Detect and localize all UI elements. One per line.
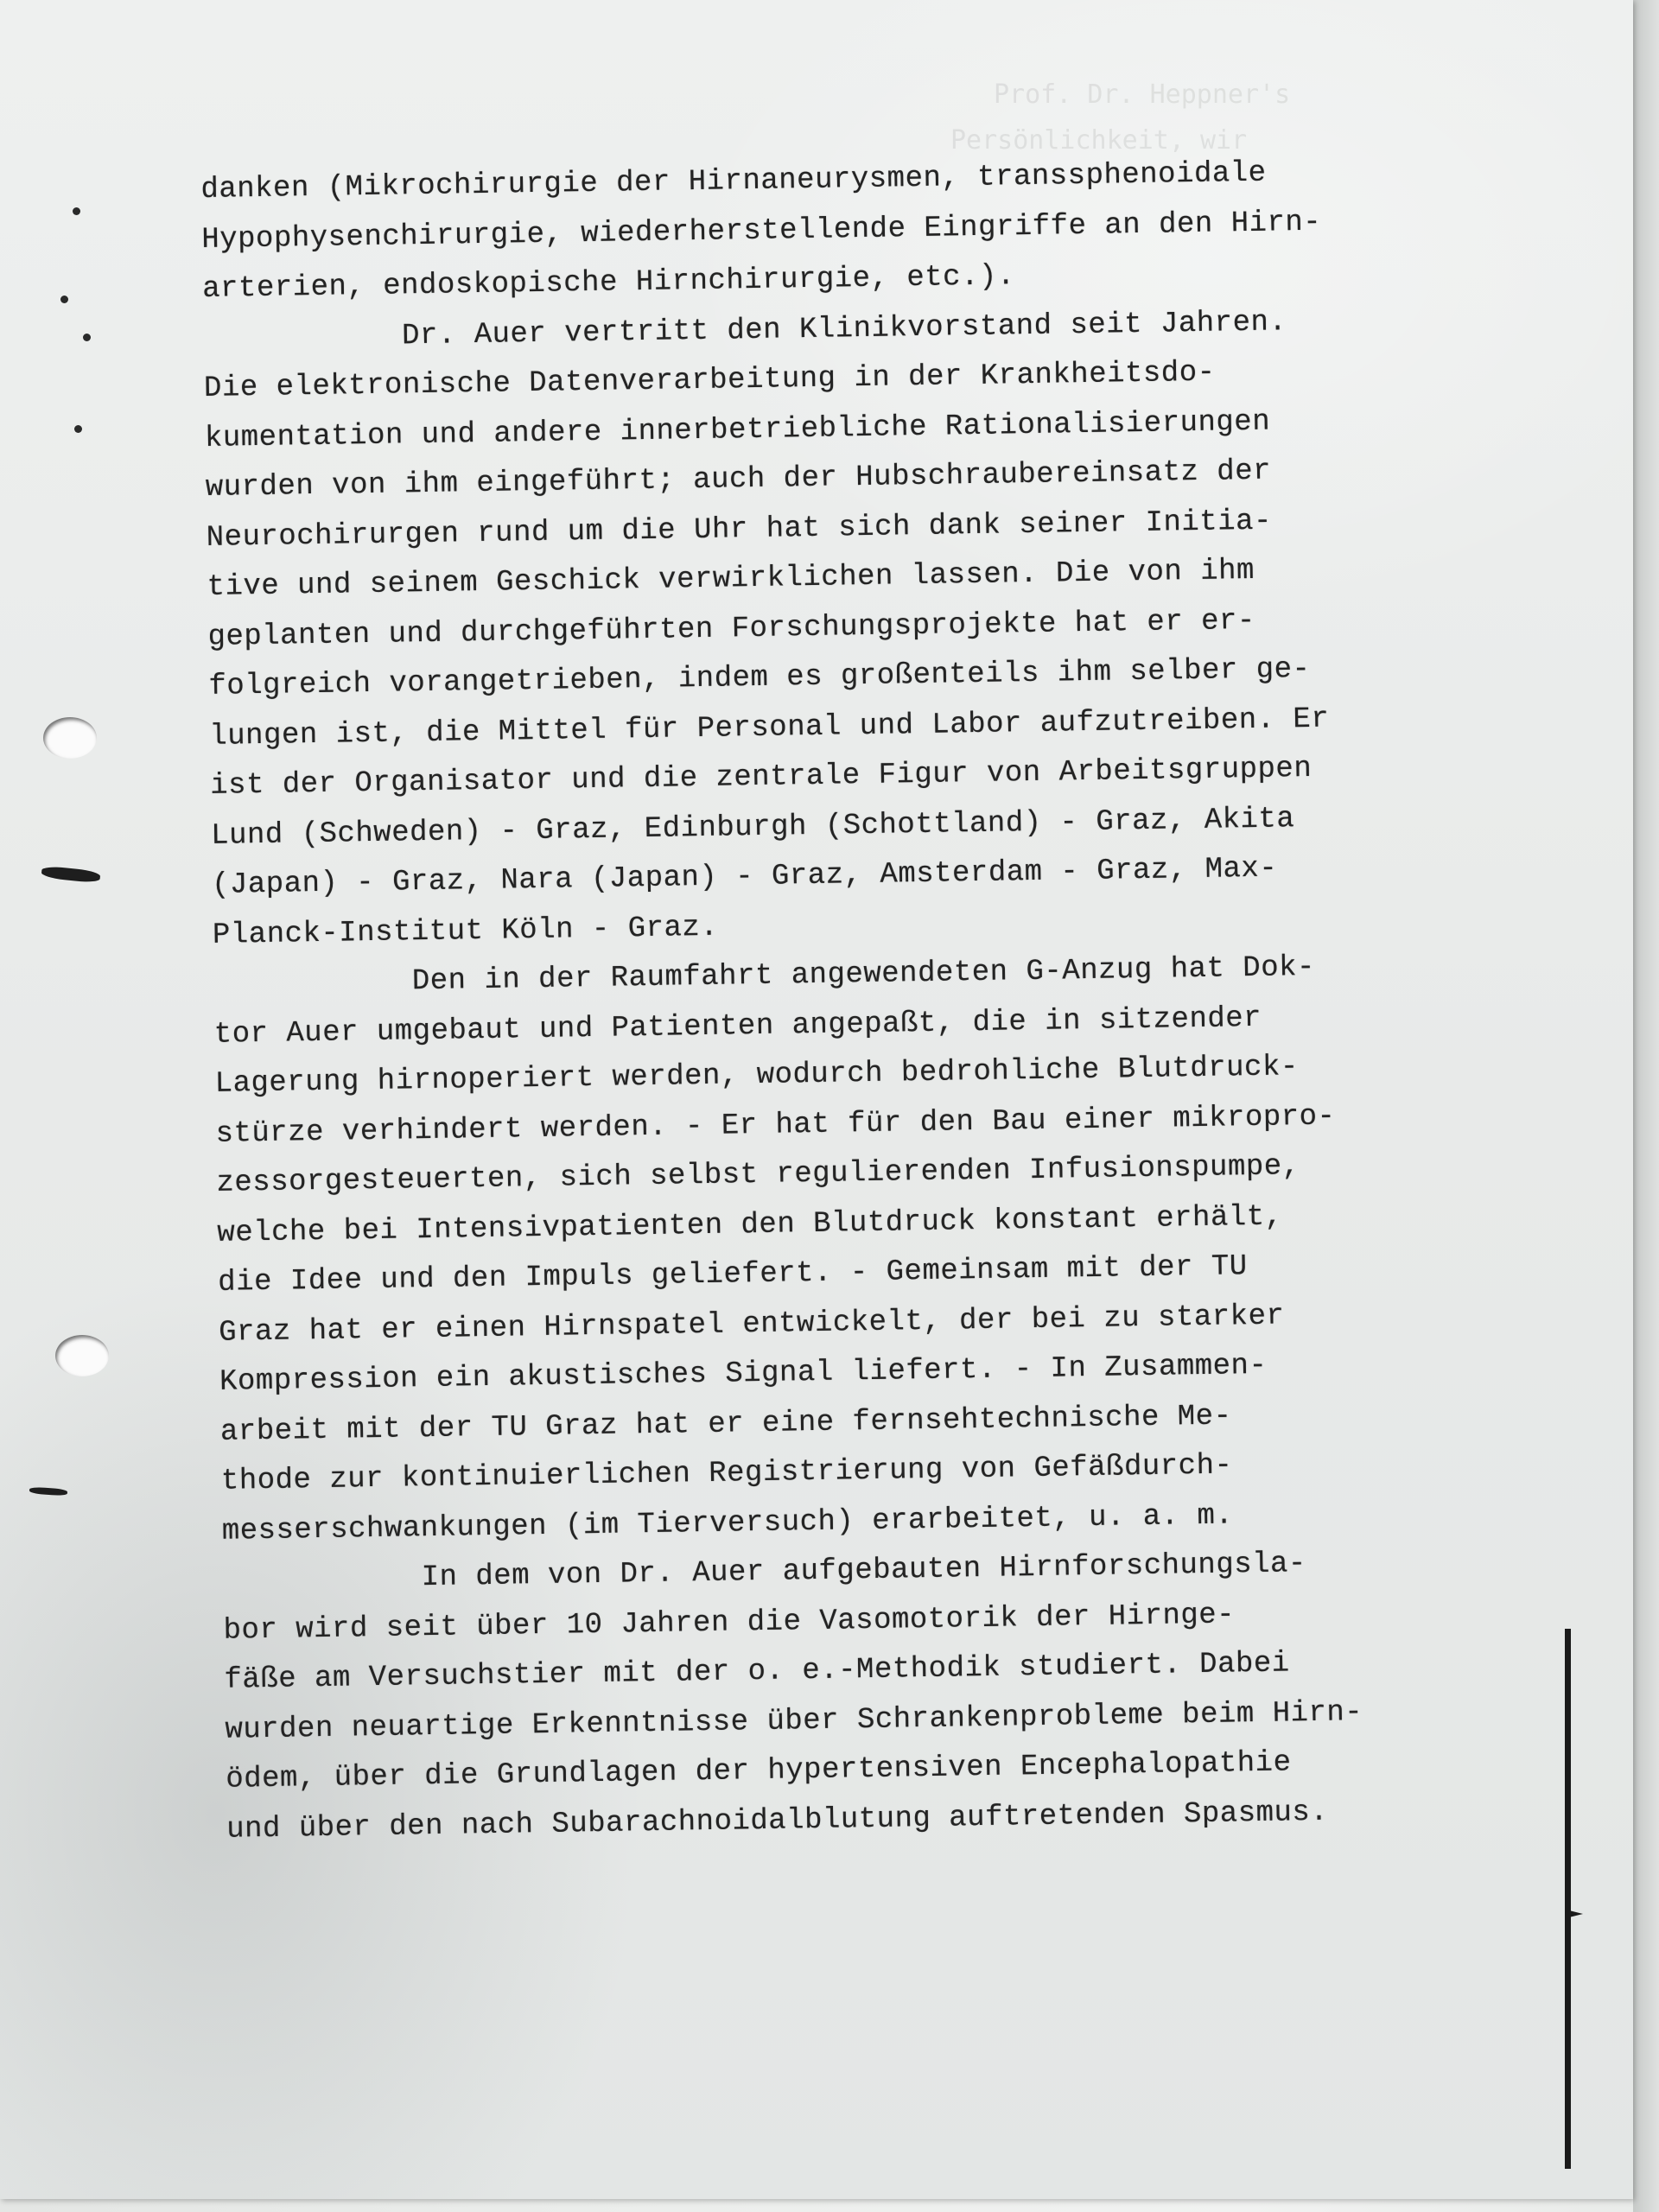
text-line: wurden neuartige Erkenntnisse über Schrankenprobleme beim Hirn- [225, 1695, 1363, 1747]
text-line: Planck-Institut Köln - Graz. [212, 911, 719, 952]
text-line: Hypophysenchirurgie, wiederherstellende Eingriffe an den Hirn- [201, 206, 1322, 257]
text-line: messerschwankungen (im Tierversuch) erarbeitet, u. a. m. [221, 1498, 1234, 1548]
bleed-through-text: Persönlichkeit, wir [950, 125, 1248, 156]
text-line: ist der Organisator und die zentrale Figur von Arbeitsgruppen [209, 752, 1313, 803]
ink-smudge [41, 865, 100, 883]
punch-hole [43, 717, 97, 759]
text-line: danken (Mikrochirurgie der Hirnaneurysmen, transsphenoidale [200, 156, 1267, 207]
punch-hole [55, 1335, 109, 1376]
text-line: tor Auer umgebaut und Patienten angepaßt, die in sitzender [213, 1001, 1262, 1052]
text-line: Lund (Schweden) - Graz, Edinburgh (Schottland) - Graz, Akita [210, 802, 1295, 853]
text-line: Die elektronische Datenverarbeitung in der Krankheitsdo- [203, 356, 1216, 405]
text-line: (Japan) - Graz, Nara (Japan) - Graz, Amsterdam - Graz, Max- [211, 852, 1278, 902]
paragraph-start-line: Dr. Auer vertritt den Klinikvorstand seit Jahren. [401, 305, 1287, 353]
margin-mark [74, 425, 82, 433]
text-line: arbeit mit der TU Graz hat er eine fernsehtechnische Me- [219, 1399, 1232, 1449]
text-line: geplanten und durchgeführten Forschungsprojekte hat er er- [207, 604, 1256, 654]
text-line: Neurochirurgen rund um die Uhr hat sich dank seiner Initia- [206, 505, 1273, 555]
margin-line-tick [1566, 1910, 1583, 1918]
ink-smudge [29, 1486, 67, 1496]
paragraph-start-line: In dem von Dr. Auer aufgebauten Hirnforschungsla- [421, 1548, 1307, 1595]
text-line: thode zur kontinuierlichen Registrierung von Gefäßdurch- [220, 1449, 1233, 1498]
text-line: arterien, endoskopische Hirnchirurgie, etc.). [201, 260, 1016, 306]
margin-mark [83, 334, 91, 341]
text-line: tive und seinem Geschick verwirklichen lassen. Die von ihm [207, 554, 1255, 604]
background-edge [1633, 0, 1659, 2212]
text-line: folgreich vorangetrieben, indem es großenteils ihm selber ge- [208, 652, 1311, 703]
text-line: kumentation und andere innerbetriebliche Rationalisierungen [204, 405, 1271, 455]
paragraph-start-line: Den in der Raumfahrt angewendeten G-Anzug hat Dok- [411, 950, 1316, 999]
text-line: lungen ist, die Mittel für Personal und Labor aufzutreiben. Er [209, 702, 1330, 753]
text-line: und über den nach Subarachnoidalblutung auftretenden Spasmus. [226, 1796, 1329, 1847]
text-line: Graz hat er einen Hirnspatel entwickelt, der bei zu starker [218, 1299, 1285, 1350]
text-line: welche bei Intensivpatienten den Blutdruck konstant erhält, [217, 1199, 1283, 1250]
margin-mark [60, 296, 68, 303]
text-line: stürze verhindert werden. - Er hat für den Bau einer mikropro- [215, 1100, 1336, 1151]
text-line: die Idee und den Impuls geliefert. - Gemeinsam mit der TU [218, 1250, 1248, 1300]
bleed-through-text: Prof. Dr. Heppner's [994, 79, 1291, 110]
text-line: Lagerung hirnoperiert werden, wodurch bedrohliche Blutdruck- [214, 1051, 1300, 1101]
text-line: fäße am Versuchstier mit der o. e.-Methodik studiert. Dabei [224, 1647, 1290, 1697]
text-line: zessorgesteuerten, sich selbst regulierenden Infusionspumpe, [216, 1150, 1300, 1200]
text-line: Kompression ein akustisches Signal liefert. - In Zusammen- [219, 1349, 1268, 1399]
text-line: bor wird seit über 10 Jahren die Vasomotorik der Hirnge- [223, 1598, 1236, 1648]
margin-mark [73, 207, 80, 215]
text-line: ödem, über die Grundlagen der hypertensiven Encephalopathie [226, 1746, 1292, 1796]
text-line: wurden von ihm eingeführt; auch der Hubschraubereinsatz der [205, 454, 1272, 505]
typed-text-block [200, 144, 1575, 1854]
